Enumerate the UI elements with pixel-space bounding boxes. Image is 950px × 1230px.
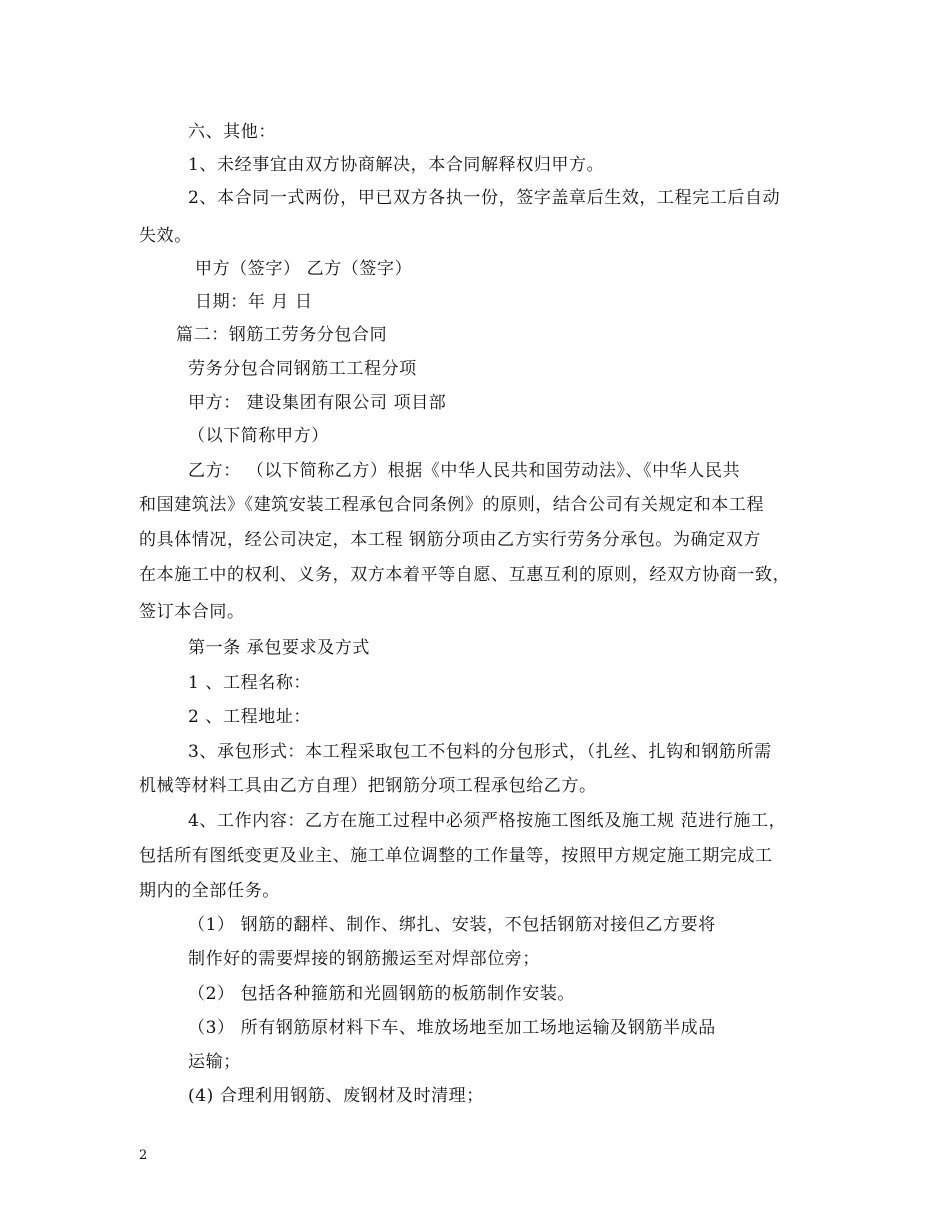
item-work-content-line-3: 期内的全部任务。 <box>139 881 280 901</box>
article-1-heading: 第一条 承包要求及方式 <box>188 638 371 658</box>
part-two-title: 篇二：钢筋工劳务分包合同 <box>176 325 388 345</box>
preamble-line-3: 的具体情况，经公司决定，本工程 钢筋分项由乙方实行劳务分承包。为确定双方 <box>139 530 762 550</box>
party-a-line: 甲方： 建设集团有限公司 项目部 <box>188 393 447 413</box>
date-line: 日期：年 月 日 <box>195 292 313 312</box>
subitem-1: （1） 钢筋的翻样、制作、绑扎、安装，不包括钢筋对接但乙方要将 <box>188 915 716 935</box>
clause-1: 1、未经事宜由双方协商解决，本合同解释权归甲方。 <box>188 155 605 175</box>
section-heading-other: 六、其他： <box>188 122 276 142</box>
preamble-line-4: 在本施工中的权利、义务，双方本着平等自愿、互惠互利的原则，经双方协商一致， <box>139 565 791 585</box>
party-b-line: 乙方： （以下简称乙方）根据《中华人民共和国劳动法》、《中华人民共 <box>188 461 741 481</box>
clause-2: 2、本合同一式两份，甲已双方各执一份，签字盖章后生效，工程完工后自动 <box>188 188 781 208</box>
item-work-content-line-2: 包括所有图纸变更及业主、施工单位调整的工作量等，按照甲方规定施工期完成工 <box>139 846 773 866</box>
party-a-abbrev: （以下简称甲方） <box>188 426 329 446</box>
subitem-4: (4) 合理利用钢筋、废钢材及时清理； <box>188 1086 484 1106</box>
signature-line: 甲方（签字） 乙方（签字） <box>195 259 413 279</box>
clause-2-continued: 失效。 <box>139 226 192 246</box>
item-project-name: 1 、工程名称： <box>188 673 312 693</box>
subitem-3-continued: 运输； <box>188 1052 241 1072</box>
preamble-line-5: 签订本合同。 <box>139 602 245 622</box>
item-project-address: 2 、工程地址： <box>188 707 312 727</box>
subitem-2: （2） 包括各种箍筋和光圆钢筋的板筋制作安装。 <box>188 984 576 1004</box>
item-contract-form-continued: 机械等材料工具由乙方自理）把钢筋分项工程承包给乙方。 <box>139 776 597 796</box>
subitem-1-continued: 制作好的需要焊接的钢筋搬运至对焊部位旁； <box>188 949 540 969</box>
contract-subtitle: 劳务分包合同钢筋工工程分项 <box>188 359 417 379</box>
preamble-line-2: 和国建筑法》《建筑安装工程承包合同条例》的原则，结合公司有关规定和本工程 <box>139 495 765 515</box>
item-work-content: 4、工作内容：乙方在施工过程中必须严格按施工图纸及施工规 范进行施工， <box>188 811 787 831</box>
page-number: 2 <box>139 1148 148 1163</box>
subitem-3: （3） 所有钢筋原材料下车、堆放场地至加工场地运输及钢筋半成品 <box>188 1018 716 1038</box>
item-contract-form: 3、承包形式：本工程采取包工不包料的分包形式，（扎丝、扎钩和钢筋所需 <box>188 742 772 762</box>
